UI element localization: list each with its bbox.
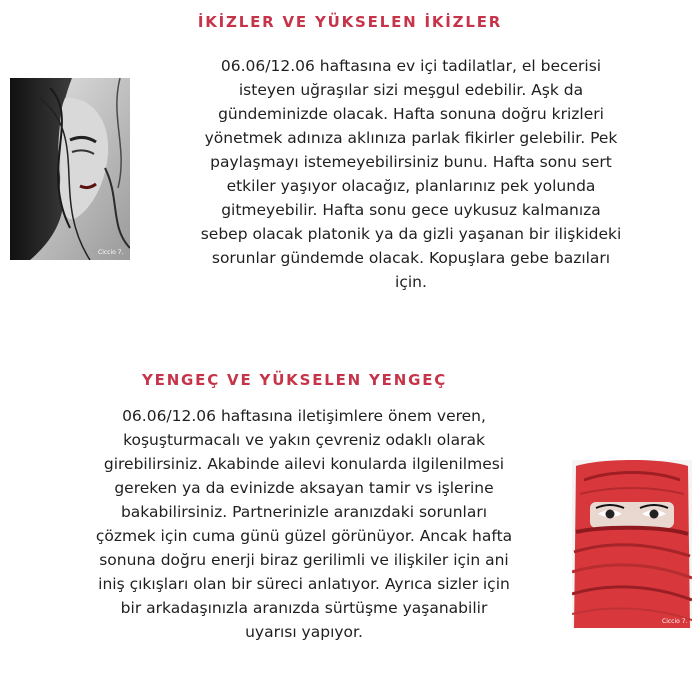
text-line: iniş çıkışları olan bir süreci anlatıyor. Ayrıca sizler için [98, 575, 510, 593]
text-line: koşuşturmacalı ve yakın çevreniz odaklı olarak [123, 431, 485, 449]
text-line: gitmeyebilir. Hafta sonu gece uykusuz kalmanıza [221, 201, 601, 219]
text-line: için. [395, 273, 427, 291]
text-line: sebep olacak platonik ya da gizli yaşanan bir ilişkideki [200, 225, 622, 243]
cancer-paragraph [44, 404, 564, 644]
text-line: sonuna doğru enerji biraz gerilimli ve ilişkiler için ani [99, 551, 509, 569]
text-line: 06.06/12.06 haftasına ev içi tadilatlar, el becerisi [220, 57, 602, 75]
text-line: girebilirsiniz. Akabinde ailevi konularda ilgilenilmesi [103, 455, 505, 473]
text-line: sorunlar gündemde olacak. Kopuşlara gebe bazıları [211, 249, 611, 267]
text-line: bir arkadaşınızla aranızda sürtüşme yaşanabilir [120, 599, 488, 617]
text-line: 06.06/12.06 haftasına iletişimlere önem veren, [122, 407, 486, 425]
text-line: gündeminizde olacak. Hafta sonuna doğru krizleri [218, 105, 604, 123]
text-line: bakabilirsiniz. Partnerinizle aranızdaki sorunları [120, 503, 488, 521]
text-line: uyarısı yapıyor. [245, 623, 363, 641]
text-line: yönetmek adınıza aklınıza parlak fikirler gelebilir. Pek [204, 129, 618, 147]
section-heading-gemini: İKİZLER VE YÜKSELEN İKİZLER [197, 13, 503, 31]
text-line: etkiler yaşıyor olacağız, planlarınız pek yolunda [226, 177, 596, 195]
gemini-paragraph [176, 54, 646, 294]
portrait-signature: Ciccio 7. [98, 249, 124, 256]
text-line: isteyen uğraşılar sizi meşgul edebilir. Aşk da [238, 81, 584, 99]
veil-illustration [572, 460, 692, 628]
veil-signature: Ciccio 7. [662, 618, 688, 625]
section-heading-cancer: YENGEÇ VE YÜKSELEN YENGEÇ [142, 371, 448, 389]
portrait-illustration [10, 78, 130, 260]
text-line: gereken ya da evinizde aksayan tamir vs işlerine [114, 479, 494, 497]
veiled-woman-image [572, 460, 692, 628]
text-line: paylaşmayı istemeyebilirsiniz bunu. Hafta sonu sert [210, 153, 612, 171]
woman-portrait-image [10, 78, 130, 260]
text-line: çözmek için cuma günü güzel görünüyor. Ancak hafta [95, 527, 513, 545]
